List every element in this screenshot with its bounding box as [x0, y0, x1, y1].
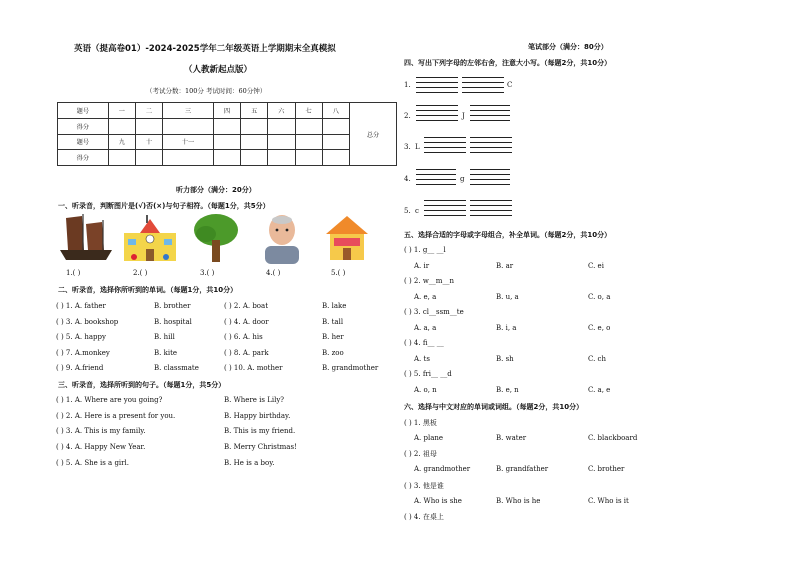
item-number: 5. — [404, 207, 411, 215]
option-b: B. Who is he — [496, 497, 541, 505]
picture-label-5[interactable]: 5.( ) — [331, 269, 346, 277]
score-input-cell[interactable] — [322, 118, 349, 134]
option-a: A. ts — [414, 355, 430, 363]
question-item[interactable]: ( ) 4. 在桌上 — [404, 513, 444, 521]
question-item[interactable]: ( ) 3. 他是谁 — [404, 482, 444, 490]
option-b: B. Where is Lily? — [224, 396, 285, 404]
score-table — [57, 102, 397, 166]
score-cell: 九 — [108, 134, 135, 150]
grandfather-image — [260, 212, 304, 264]
option-a: A. o, n — [414, 386, 437, 394]
option-c: C. o, a — [588, 293, 611, 301]
score-cell: 十 — [135, 134, 162, 150]
option-b: B. grandmother — [322, 364, 379, 372]
option-a: A. grandmother — [414, 465, 471, 473]
option-c: C. ch — [588, 355, 606, 363]
option-a: A. plane — [414, 434, 444, 442]
option-c: C. brother — [588, 465, 625, 473]
question-item[interactable]: ( ) 10. A. mother — [224, 364, 283, 372]
option-b: B. This is my friend. — [224, 427, 296, 435]
option-a: A. ir — [414, 262, 430, 270]
question-item[interactable]: ( ) 9. A.friend — [56, 364, 104, 372]
item-number: 4. — [404, 175, 411, 183]
score-cell: 题号 — [58, 103, 109, 119]
section-6-title: 六、选择与中文对应的单词或词组。（每题2分，共10分） — [404, 403, 584, 411]
section-1-title: 一、听录音，判断图片是(√)否(×)与句子相符。（每题1分，共5分） — [58, 202, 270, 210]
score-row-numbers-2 — [58, 134, 397, 150]
option-a: A. e, a — [414, 293, 437, 301]
score-cell: 六 — [268, 103, 295, 119]
question-item[interactable]: ( ) 3. cl__ssm__te — [404, 308, 464, 316]
item-number: 1. — [404, 81, 411, 89]
written-heading: 笔试部分（满分：80分） — [528, 43, 608, 51]
question-item[interactable]: ( ) 3. A. bookshop — [56, 318, 119, 326]
option-b: B. hospital — [154, 318, 192, 326]
question-item[interactable]: ( ) 1. 黑板 — [404, 419, 437, 427]
score-input-cell[interactable] — [241, 118, 268, 134]
score-input-cell[interactable] — [135, 150, 162, 166]
option-b: B. He is a boy. — [224, 459, 275, 467]
section-3-title: 三、听录音，选择所听到的句子。（每题1分，共5分） — [58, 381, 226, 389]
score-cell: 二 — [135, 103, 162, 119]
score-cell: 十一 — [163, 134, 214, 150]
picture-label-2[interactable]: 2.( ) — [133, 269, 148, 277]
question-item[interactable]: ( ) 2. A. Here is a present for you. — [56, 412, 176, 420]
picture-label-1[interactable]: 1.( ) — [66, 269, 81, 277]
score-input-cell[interactable] — [135, 118, 162, 134]
given-letter: L — [415, 143, 420, 151]
score-cell: 三 — [163, 103, 214, 119]
score-input-cell[interactable] — [108, 150, 135, 166]
question-item[interactable]: ( ) 4. fi__ __ — [404, 339, 444, 347]
question-item[interactable]: ( ) 7. A.monkey — [56, 349, 110, 357]
question-item[interactable]: ( ) 5. A. She is a girl. — [56, 459, 129, 467]
option-c: C. ei — [588, 262, 604, 270]
item-number: 3. — [404, 143, 411, 151]
score-input-cell[interactable] — [163, 118, 214, 134]
option-b: B. ar — [496, 262, 514, 270]
question-item[interactable]: ( ) 5. fri__ __d — [404, 370, 452, 378]
score-row-blank — [58, 118, 397, 134]
section-2-title: 二、听录音，选择你所听到的单词。（每题1分，共10分） — [58, 286, 238, 294]
question-item[interactable]: ( ) 5. A. happy — [56, 333, 106, 341]
question-item[interactable]: ( ) 2. A. boat — [224, 302, 269, 310]
section-4-title: 四、写出下列字母的左邻右舍，注意大小写。（每题2分，共10分） — [404, 59, 612, 67]
score-input-cell[interactable] — [295, 118, 322, 134]
given-letter: c — [415, 207, 419, 215]
option-a: A. Who is she — [414, 497, 462, 505]
score-row-numbers — [58, 103, 397, 119]
school-image — [120, 213, 180, 263]
score-input-cell[interactable] — [213, 118, 240, 134]
question-item[interactable]: ( ) 4. A. Happy New Year. — [56, 443, 146, 451]
question-item[interactable]: ( ) 1. g__ __l — [404, 246, 446, 254]
option-b: B. i, a — [496, 324, 517, 332]
tree-image — [192, 212, 240, 264]
question-item[interactable]: ( ) 1. A. Where are you going? — [56, 396, 163, 404]
option-a: A. a, a — [414, 324, 437, 332]
option-b: B. sh — [496, 355, 514, 363]
house-image — [324, 214, 370, 262]
sailing-ship-image — [58, 214, 114, 264]
document-title: 英语（提高卷01）-2024-2025学年二年级英语上学期期末全真模拟 — [74, 44, 336, 54]
question-item[interactable]: ( ) 6. A. his — [224, 333, 263, 341]
option-c: C. e, o — [588, 324, 611, 332]
document-subtitle: （人教新起点版） — [184, 65, 253, 75]
total-score-cell: 总分 — [350, 103, 397, 166]
given-letter: C — [507, 81, 513, 89]
question-item[interactable]: ( ) 2. w__m__n — [404, 277, 454, 285]
given-letter: J — [462, 112, 465, 120]
option-b: B. water — [496, 434, 527, 442]
picture-label-4[interactable]: 4.( ) — [266, 269, 281, 277]
option-b: B. Happy birthday. — [224, 412, 291, 420]
question-item[interactable]: ( ) 4. A. door — [224, 318, 269, 326]
picture-label-3[interactable]: 3.( ) — [200, 269, 215, 277]
score-input-cell[interactable] — [108, 118, 135, 134]
option-b: B. Merry Christmas! — [224, 443, 297, 451]
option-b: B. kite — [154, 349, 178, 357]
option-b: B. brother — [154, 302, 191, 310]
score-input-cell[interactable] — [163, 150, 214, 166]
option-b: B. grandfather — [496, 465, 549, 473]
score-cell: 八 — [322, 103, 349, 119]
option-b: B. tall — [322, 318, 344, 326]
option-c: C. a, e — [588, 386, 611, 394]
option-b: B. classmate — [154, 364, 199, 372]
score-cell: 得分 — [58, 118, 109, 134]
exam-info: （考试分数：100分 考试时间：60分钟） — [146, 87, 267, 95]
score-cell: 一 — [108, 103, 135, 119]
option-b: B. hill — [154, 333, 175, 341]
score-cell: 七 — [295, 103, 322, 119]
score-cell: 四 — [213, 103, 240, 119]
score-row-blank-2 — [58, 150, 397, 166]
option-b: B. her — [322, 333, 344, 341]
option-b: B. e, n — [496, 386, 519, 394]
option-c: C. blackboard — [588, 434, 638, 442]
listening-heading: 听力部分（满分：20分） — [176, 186, 256, 194]
option-c: C. Who is it — [588, 497, 629, 505]
option-b: B. lake — [322, 302, 347, 310]
question-item[interactable]: ( ) 1. A. father — [56, 302, 106, 310]
given-letter: g — [460, 175, 465, 183]
question-item[interactable]: ( ) 3. A. This is my family. — [56, 427, 146, 435]
section-5-title: 五、选择合适的字母或字母组合，补全单词。（每题2分，共10分） — [404, 231, 612, 239]
question-item[interactable]: ( ) 8. A. park — [224, 349, 269, 357]
item-number: 2. — [404, 112, 411, 120]
option-b: B. u, a — [496, 293, 519, 301]
score-cell: 得分 — [58, 150, 109, 166]
option-b: B. zoo — [322, 349, 344, 357]
question-item[interactable]: ( ) 2. 祖母 — [404, 450, 437, 458]
score-cell: 五 — [241, 103, 268, 119]
score-input-cell[interactable] — [268, 118, 295, 134]
score-cell: 题号 — [58, 134, 109, 150]
